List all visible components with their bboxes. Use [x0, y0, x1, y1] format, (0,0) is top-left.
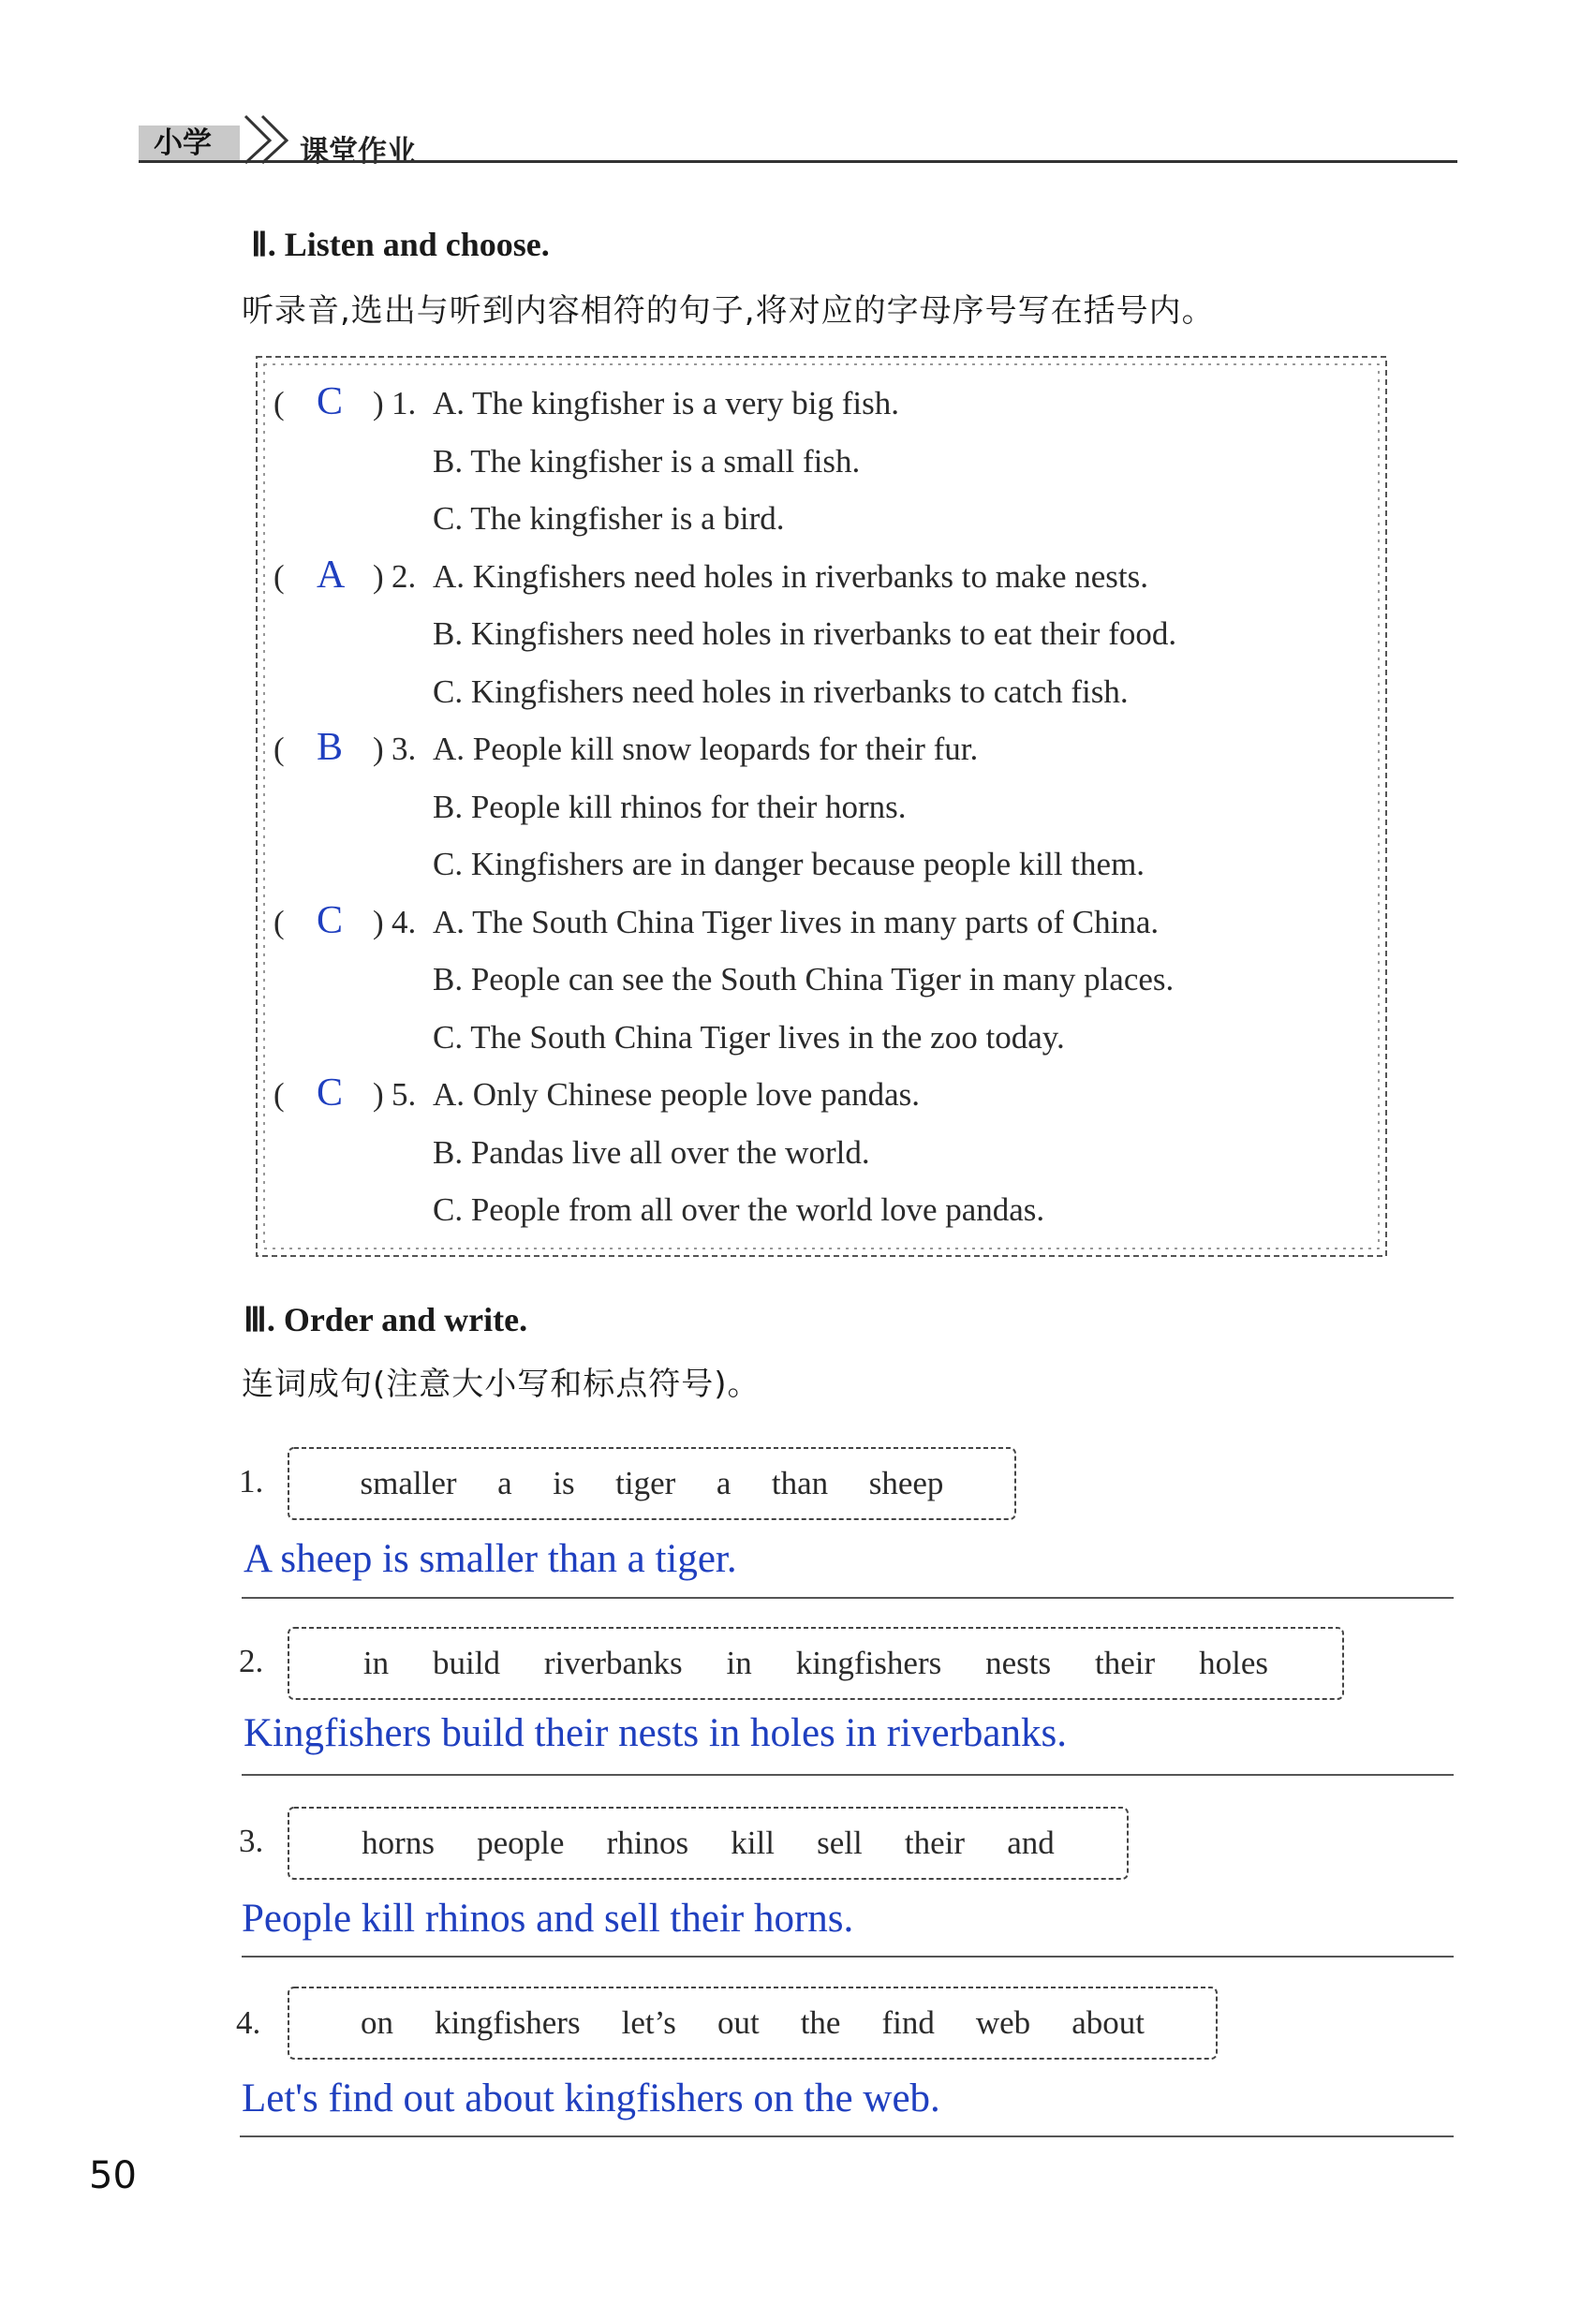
order-item-number: 3.: [239, 1823, 264, 1859]
word: a: [716, 1465, 732, 1501]
header-rule: [139, 160, 1457, 163]
answer-letter[interactable]: A: [317, 553, 346, 597]
header-title: 课堂作业: [300, 135, 416, 169]
word-list: [286, 1984, 1219, 2062]
answer-paren-open: (: [273, 557, 285, 595]
answer-option: A. The South China Tiger lives in many parts of China.: [433, 903, 1160, 940]
answer-paren-close: ): [373, 731, 384, 767]
word: is: [553, 1465, 575, 1501]
answer-paren-close: ): [373, 385, 384, 421]
answer-paren-close: ): [373, 557, 384, 595]
word: rhinos: [606, 1825, 689, 1861]
answer-option: A. Kingfishers need holes in riverbanks to make nests.: [433, 557, 1149, 595]
answer-option: A. Only Chinese people love pandas.: [433, 1076, 921, 1113]
answer-option: B. Pandas live all over the world.: [433, 1133, 870, 1171]
page-header: [139, 111, 1457, 169]
answer-paren-open: (: [273, 1076, 285, 1113]
page-number: 50: [89, 2154, 137, 2197]
answer-paren-open: (: [273, 385, 285, 421]
word: smaller: [360, 1465, 457, 1501]
word: horns: [362, 1825, 435, 1861]
word: riverbanks: [543, 1645, 683, 1681]
word: and: [1007, 1825, 1055, 1861]
order-item-number: 1.: [239, 1463, 264, 1500]
answer-option: C. Kingfishers need holes in riverbanks to catch fish.: [433, 672, 1129, 710]
section3-title: Ⅲ. Order and write.: [244, 1301, 528, 1338]
word: sell: [817, 1825, 863, 1861]
order-item-number: 4.: [236, 2004, 261, 2041]
answer-option: A. The kingfisher is a very big fish.: [433, 385, 900, 421]
word-box: [286, 1984, 1219, 2062]
answer-option: B. People can see the South China Tiger in many places.: [433, 961, 1175, 997]
question-number: 4.: [392, 903, 417, 940]
section3-instruction: 连词成句(注意大小写和标点符号)。: [242, 1366, 761, 1403]
answer-letter[interactable]: C: [317, 380, 344, 423]
word-box: [286, 1444, 1018, 1523]
word: about: [1071, 2004, 1145, 2041]
word: kingfishers: [435, 2004, 581, 2041]
answer-line: [242, 1597, 1454, 1599]
order-item-number: 2.: [239, 1643, 264, 1679]
word: find: [881, 2004, 935, 2041]
question-number: 3.: [392, 731, 417, 767]
answer-paren-close: ): [373, 903, 384, 940]
answer-option: B. Kingfishers need holes in riverbanks to eat their food.: [433, 615, 1177, 652]
word: tiger: [615, 1465, 676, 1501]
word: than: [771, 1465, 829, 1501]
word-list: [286, 1444, 1018, 1523]
double-chevron-icon: [242, 112, 296, 165]
question-number: 5.: [392, 1076, 417, 1113]
section2-title: Ⅱ. Listen and choose.: [251, 226, 550, 263]
answer-paren-open: (: [273, 903, 285, 940]
question-number: 1.: [392, 385, 417, 421]
word-list: [286, 1624, 1346, 1703]
answer-line: [242, 1956, 1454, 1958]
word-list: [286, 1804, 1130, 1883]
section2-instruction: 听录音,选出与听到内容相符的句子,将对应的字母序号写在括号内。: [242, 292, 1215, 330]
answer-letter[interactable]: C: [317, 1071, 344, 1115]
answer-paren-close: ): [373, 1076, 384, 1113]
word: the: [800, 2004, 841, 2041]
answer-line: [242, 1774, 1454, 1776]
word: let’s: [621, 2004, 676, 2041]
answer-option: C. Kingfishers are in danger because people kill them.: [433, 846, 1145, 882]
word: people: [477, 1825, 565, 1861]
word: sheep: [868, 1465, 944, 1501]
word-box: [286, 1624, 1346, 1703]
answer-sentence[interactable]: People kill rhinos and sell their horns.: [242, 1897, 854, 1941]
answer-option: B. The kingfisher is a small fish.: [433, 442, 861, 480]
word: nests: [985, 1645, 1052, 1681]
answer-letter[interactable]: B: [317, 726, 344, 769]
answer-line: [240, 2135, 1454, 2137]
answer-paren-open: (: [273, 731, 285, 767]
answer-letter[interactable]: C: [317, 898, 344, 942]
word: in: [362, 1645, 390, 1681]
answer-sentence[interactable]: Let's find out about kingfishers on the web.: [242, 2076, 940, 2120]
word: out: [717, 2004, 760, 2041]
word: holes: [1199, 1645, 1268, 1681]
word: their: [904, 1825, 966, 1861]
answer-option: C. People from all over the world love pandas.: [433, 1191, 1045, 1228]
word: a: [497, 1465, 512, 1501]
answer-option: C. The South China Tiger lives in the zoo today.: [433, 1018, 1065, 1056]
word: kill: [731, 1825, 775, 1861]
listen-choose-box: [251, 349, 1392, 1263]
answer-option: B. People kill rhinos for their horns.: [433, 788, 907, 825]
word: in: [726, 1645, 752, 1681]
word-box: [286, 1804, 1130, 1883]
word: on: [361, 2004, 394, 2041]
word: build: [433, 1645, 500, 1681]
answer-option: C. The kingfisher is a bird.: [433, 500, 785, 537]
word: kingfishers: [795, 1645, 942, 1681]
grade-badge: 小学: [139, 126, 240, 161]
question-number: 2.: [392, 557, 417, 595]
answer-sentence[interactable]: A sheep is smaller than a tiger.: [244, 1537, 737, 1581]
word: their: [1095, 1645, 1156, 1681]
answer-sentence[interactable]: Kingfishers build their nests in holes in riverbanks.: [244, 1711, 1067, 1755]
word: web: [975, 2004, 1031, 2041]
answer-option: A. People kill snow leopards for their fur.: [433, 731, 979, 767]
